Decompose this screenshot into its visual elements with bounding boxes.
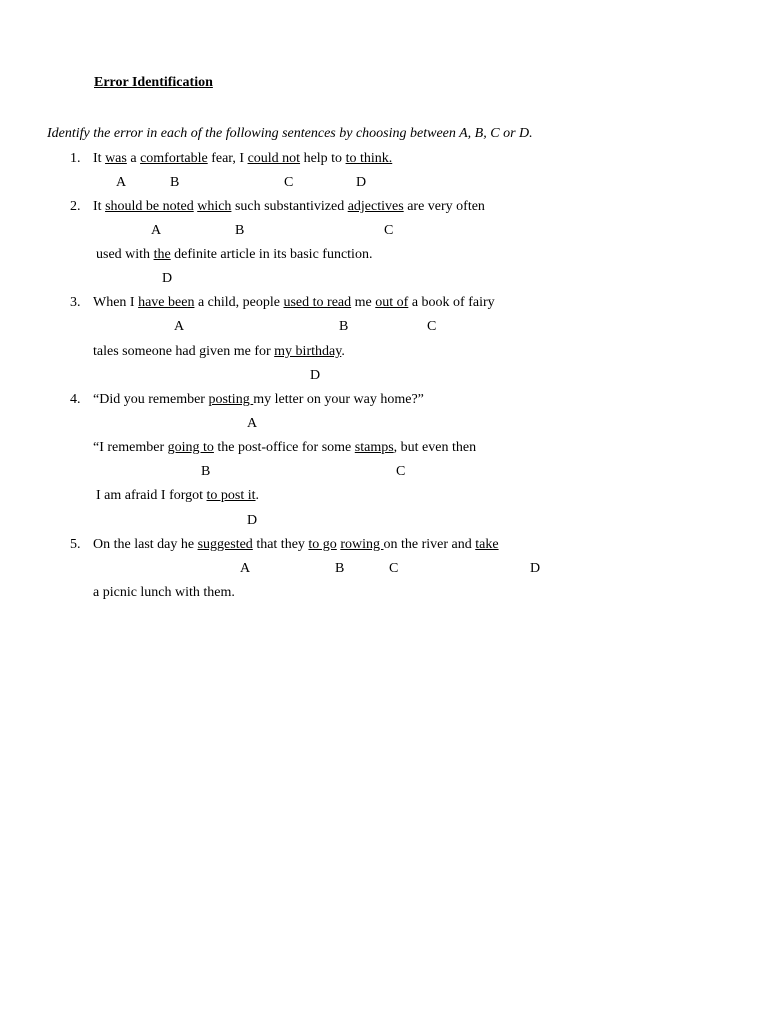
option-letter-a: A [240, 561, 251, 576]
option-letter-d: D [247, 513, 258, 528]
sentence-line: I am afraid I forgot to post it. [96, 488, 260, 503]
option-letter-a: A [174, 319, 185, 334]
option-letter-d: D [310, 368, 321, 383]
option-c-text: could not [247, 151, 301, 166]
option-a-text: suggested [197, 537, 253, 552]
option-c-text: adjectives [347, 199, 404, 214]
option-letter-a: A [247, 416, 258, 431]
option-letter-d: D [356, 175, 367, 190]
option-c-text: rowing [340, 537, 384, 552]
sentence-line: It should be noted which such substantivized adjectives are very often [93, 199, 485, 214]
worksheet-title: Error Identification [94, 75, 213, 90]
option-a-text: was [105, 151, 127, 166]
option-letter-c: C [427, 319, 437, 334]
option-c-text: out of [375, 295, 409, 310]
option-b-text: going to [167, 440, 214, 455]
option-d-text: take [475, 537, 499, 552]
sentence-line: “I remember going to the post-office for some stamps, but even then [93, 440, 477, 455]
question-number: 2. [70, 199, 81, 214]
sentence-line: It was a comfortable fear, I could not help to to think. [93, 151, 393, 166]
sentence-line: used with the definite article in its basic function. [96, 247, 373, 262]
option-letter-b: B [201, 464, 211, 479]
option-letter-d: D [162, 271, 173, 286]
option-letter-b: B [170, 175, 180, 190]
option-letter-c: C [284, 175, 294, 190]
option-d-text: to post it [206, 488, 256, 503]
option-letter-c: C [384, 223, 394, 238]
option-d-text: the [153, 247, 171, 262]
option-b-text: which [197, 199, 232, 214]
option-letter-b: B [339, 319, 349, 334]
option-d-text: my birthday [274, 344, 342, 359]
sentence-line: When I have been a child, people used to read me out of a book of fairy [93, 295, 495, 310]
option-a-text: have been [138, 295, 195, 310]
option-letter-b: B [235, 223, 245, 238]
option-b-text: used to read [283, 295, 352, 310]
option-letter-a: A [116, 175, 127, 190]
option-letter-b: B [335, 561, 345, 576]
option-c-text: stamps [354, 440, 394, 455]
option-a-text: should be noted [105, 199, 194, 214]
option-letter-c: C [389, 561, 399, 576]
sentence-line: “Did you remember posting my letter on your way home?” [93, 392, 424, 407]
option-a-text: posting [208, 392, 254, 407]
option-letter-c: C [396, 464, 406, 479]
option-b-text: comfortable [140, 151, 208, 166]
sentence-line: a picnic lunch with them. [93, 585, 235, 600]
sentence-line: On the last day he suggested that they to go rowing on the river and take [93, 537, 499, 552]
option-letter-a: A [151, 223, 162, 238]
question-number: 1. [70, 151, 81, 166]
option-b-text: to go [308, 537, 337, 552]
sentence-line: tales someone had given me for my birthday. [93, 344, 345, 359]
question-number: 4. [70, 392, 81, 407]
option-d-text: to think. [345, 151, 393, 166]
question-number: 3. [70, 295, 81, 310]
instructions: Identify the error in each of the following sentences by choosing between A, B, C or D. [47, 126, 533, 141]
question-number: 5. [70, 537, 81, 552]
option-letter-d: D [530, 561, 541, 576]
